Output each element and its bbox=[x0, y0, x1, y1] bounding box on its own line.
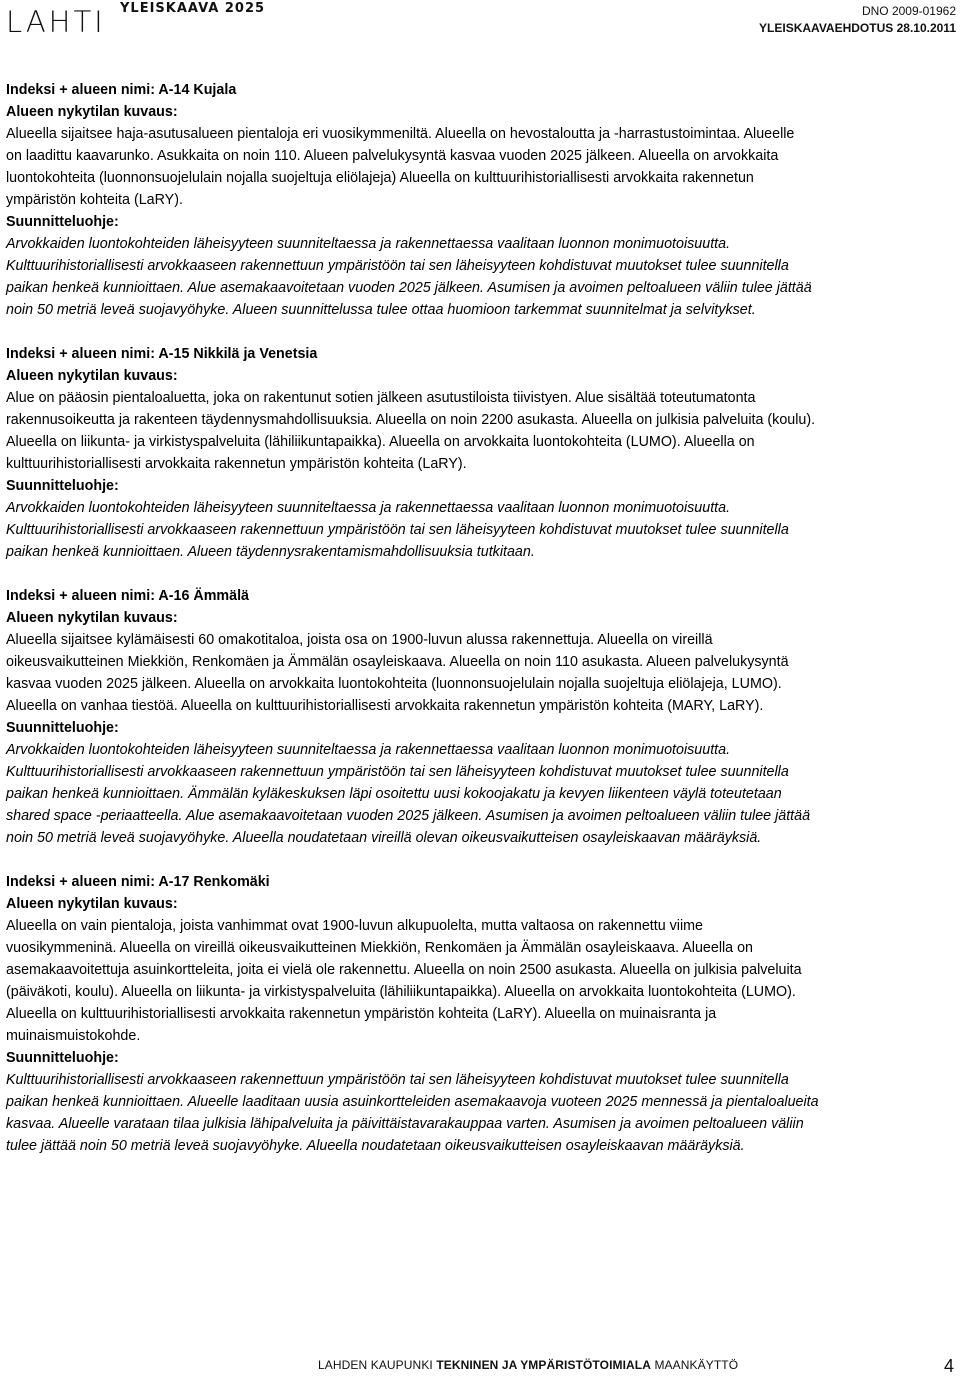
area-section bbox=[6, 79, 956, 321]
guideline-line: paikan henkeä kunnioittaen. Alueelle laaditaan uusia asuinkortteleiden asemakaavoja vuoteen 2025 mennessä ja pientaloalueita bbox=[6, 1094, 819, 1110]
area-section bbox=[6, 343, 956, 563]
section-title: Indeksi + alueen nimi: A-16 Ämmälä bbox=[6, 588, 249, 604]
guideline-line: paikan henkeä kunnioittaen. Alueen täydennysrakentamismahdollisuuksia tutkitaan. bbox=[6, 544, 535, 560]
description-line: ympäristön kohteita (LaRY). bbox=[6, 192, 183, 208]
description-line: on laadittu kaavarunko. Asukkaita on noin 110. Alueen palvelukysyntä kasvaa vuoden 2025 jälkeen. Alueella on arvokkaita bbox=[6, 148, 779, 164]
page-number: 4 bbox=[943, 1356, 954, 1376]
footer-unit: MAANKÄYTTÖ bbox=[654, 1358, 739, 1372]
guideline-label: Suunnitteluohje: bbox=[6, 478, 119, 494]
description-line: vuosikymmeninä. Alueella on vireillä oikeusvaikutteinen Miekkiön, Renkomäen ja Ämmälän osayleiskaava. Alueella on bbox=[6, 940, 754, 956]
description-line: oikeusvaikutteinen Miekkiön, Renkomäen ja Ämmälän osayleiskaava. Alueella on noin 110 asukasta. Alueen palvelukysyntä bbox=[6, 654, 789, 670]
description-line: muinaismuistokohde. bbox=[6, 1028, 141, 1044]
proposal-date: YLEISKAAVAEHDOTUS 28.10.2011 bbox=[759, 21, 956, 35]
page-header bbox=[0, 0, 960, 44]
guideline-label: Suunnitteluohje: bbox=[6, 1050, 119, 1066]
guideline-line: paikan henkeä kunnioittaen. Alue asemakaavoitetaan vuoden 2025 jälkeen. Asumisen ja avoimen peltoalueen väliin tulee jättää bbox=[6, 280, 812, 296]
footer-department: TEKNINEN JA YMPÄRISTÖTOIMIALA bbox=[436, 1358, 652, 1372]
description-line: rakennusoikeutta ja rakenteen täydennysmahdollisuuksia. Alueella on noin 2200 asukasta. Alueella on julkisia palveluita (koulu). bbox=[6, 412, 816, 428]
guideline-line: noin 50 metriä leveä suojavyöhyke. Alueen suunnittelussa tulee ottaa huomioon tarkemmat suunnitelmat ja selvitykset. bbox=[6, 302, 756, 318]
description-label: Alueen nykytilan kuvaus: bbox=[6, 610, 178, 626]
guideline-line: Kulttuurihistoriallisesti arvokkaaseen rakennettuun ympäristöön tai sen läheisyyteen kohdistuvat muutokset tulee suunnitella bbox=[6, 1072, 789, 1088]
description-line: kasvaa vuoden 2025 jälkeen. Alueella on arvokkaita luontokohteita (luonnonsuojelulain nojalla suojeltuja eliölajeja, LUMO). bbox=[6, 676, 782, 692]
description-label: Alueen nykytilan kuvaus: bbox=[6, 896, 178, 912]
lahti-logo: LAHTI bbox=[6, 5, 106, 39]
page-footer bbox=[318, 1358, 738, 1372]
section-title: Indeksi + alueen nimi: A-14 Kujala bbox=[6, 82, 237, 98]
description-line: luontokohteita (luonnonsuojelulain nojalla suojeltuja eliölajeja) Alueella on kulttuurihistoriallisesti arvokkaita rakennetun bbox=[6, 170, 754, 186]
guideline-line: Kulttuurihistoriallisesti arvokkaaseen rakennettuun ympäristöön tai sen läheisyyteen kohdistuvat muutokset tulee suunnitella bbox=[6, 522, 789, 538]
plan-title: YLEISKAAVA 2025 bbox=[120, 1, 266, 16]
description-label: Alueen nykytilan kuvaus: bbox=[6, 368, 178, 384]
description-line: Alueella on vain pientaloja, joista vanhimmat ovat 1900-luvun alkupuolelta, mutta valtaosa on rakennettu viime bbox=[6, 918, 703, 934]
guideline-line: Arvokkaiden luontokohteiden läheisyyteen suunniteltaessa ja rakennettaessa vaalitaan luonnon monimuotoisuutta. bbox=[6, 500, 731, 516]
description-line: (päiväkoti, koulu). Alueella on liikunta- ja virkistyspalveluita (lähiliikuntapaikka). Alueella on arvokkaita luontokohteita (LUMO). bbox=[6, 984, 796, 1000]
guideline-line: noin 50 metriä leveä suojavyöhyke. Alueella noudatetaan vireillä olevan oikeusvaikutteisen osayleiskaavan määräyksiä. bbox=[6, 830, 762, 846]
description-line: Alueella on kulttuurihistoriallisesti arvokkaita rakennetun ympäristön kohteita (LaRY). Alueella on muinaisranta ja bbox=[6, 1006, 717, 1022]
description-line: Alueella on vanhaa tiestöä. Alueella on kulttuurihistoriallisesti arvokkaita rakennetun ympäristön kohteita (MARY, LaRY). bbox=[6, 698, 764, 714]
description-label: Alueen nykytilan kuvaus: bbox=[6, 104, 178, 120]
guideline-line: tulee jättää noin 50 metriä leveä suojavyöhyke. Alueella noudatetaan oikeusvaikutteisen osayleiskaavan määräyksiä. bbox=[6, 1138, 745, 1154]
guideline-line: shared space -periaatteella. Alue asemakaavoitetaan vuoden 2025 jälkeen. Asumisen ja avoimen peltoalueen väliin tulee jättää bbox=[6, 808, 811, 824]
document-body bbox=[6, 79, 956, 1179]
guideline-label: Suunnitteluohje: bbox=[6, 720, 119, 736]
guideline-line: kasvaa. Alueelle varataan tilaa julkisia lähipalveluita ja päivittäistavarakauppaa varten. Asumisen ja avoimen peltoalueen väliin bbox=[6, 1116, 804, 1132]
description-line: Alueella sijaitsee haja-asutusalueen pientaloja eri vuosikymmeniltä. Alueella on hevostaloutta ja -harrastustoimintaa. Alueelle bbox=[6, 126, 795, 142]
document-number: DNO 2009-01962 bbox=[861, 4, 956, 18]
footer-org: LAHDEN KAUPUNKI bbox=[318, 1358, 433, 1372]
section-title: Indeksi + alueen nimi: A-15 Nikkilä ja Venetsia bbox=[6, 346, 318, 362]
description-line: Alueella on liikunta- ja virkistyspalveluita (lähiliikuntapaikka). Alueella on arvokkaita luontokohteita (LUMO). Alueella on bbox=[6, 434, 755, 450]
description-line: kulttuurihistoriallisesti arvokkaita rakennetun ympäristön kohteita (LaRY). bbox=[6, 456, 467, 472]
guideline-line: paikan henkeä kunnioittaen. Ämmälän kyläkeskuksen läpi osoitettu uusi kokoojakatu ja kevyen liikenteen väylä toteutetaan bbox=[6, 786, 782, 802]
document-info bbox=[759, 3, 956, 37]
area-section bbox=[6, 871, 956, 1157]
area-section bbox=[6, 585, 956, 849]
guideline-line: Kulttuurihistoriallisesti arvokkaaseen rakennettuun ympäristöön tai sen läheisyyteen kohdistuvat muutokset tulee suunnitella bbox=[6, 764, 789, 780]
section-title: Indeksi + alueen nimi: A-17 Renkomäki bbox=[6, 874, 270, 890]
guideline-line: Kulttuurihistoriallisesti arvokkaaseen rakennettuun ympäristöön tai sen läheisyyteen kohdistuvat muutokset tulee suunnitella bbox=[6, 258, 789, 274]
guideline-line: Arvokkaiden luontokohteiden läheisyyteen suunniteltaessa ja rakennettaessa vaalitaan luonnon monimuotoisuutta. bbox=[6, 742, 731, 758]
description-line: Alueella sijaitsee kylämäisesti 60 omakotitaloa, joista osa on 1900-luvun alussa rakennettuja. Alueella on vireillä bbox=[6, 632, 713, 648]
description-line: asemakaavoitettuja asuinkortteleita, joita ei vielä ole rakennettu. Alueella on noin 2500 asukasta. Alueella on julkisia palveluita bbox=[6, 962, 802, 978]
description-line: Alue on pääosin pientaloaluetta, joka on rakentunut sotien jälkeen asutustiloista tiivistyen. Alue sisältää toteutumatonta bbox=[6, 390, 756, 406]
guideline-label: Suunnitteluohje: bbox=[6, 214, 119, 230]
guideline-line: Arvokkaiden luontokohteiden läheisyyteen suunniteltaessa ja rakennettaessa vaalitaan luonnon monimuotoisuutta. bbox=[6, 236, 731, 252]
